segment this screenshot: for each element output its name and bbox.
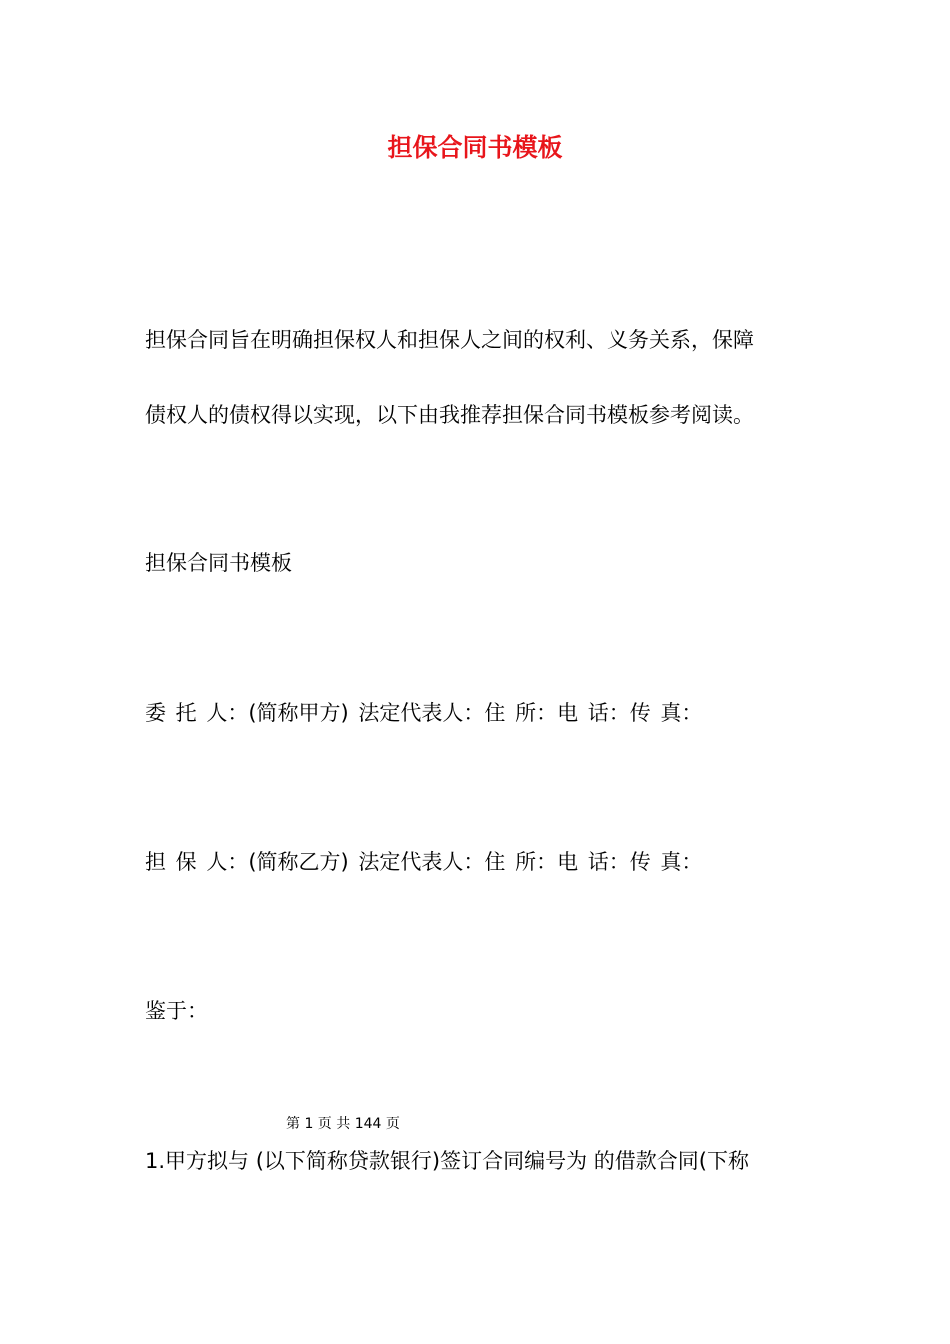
page-indicator: 第 1 页 共 144 页 <box>286 1116 400 1132</box>
clause-1-line: 1.甲方拟与 (以下简称贷款银行)签订合同编号为 的借款合同(下称 <box>145 1149 749 1173</box>
party-a-line: 委 托 人：(简称甲方) 法定代表人：住 所：电 话：传 真： <box>145 701 703 725</box>
whereas-line: 鉴于： <box>145 999 208 1023</box>
intro-line-1: 担保合同旨在明确担保权人和担保人之间的权利、义务关系，保障 <box>145 328 754 352</box>
page-title: 担保合同书模板 <box>387 133 563 162</box>
intro-line-2: 债权人的债权得以实现，以下由我推荐担保合同书模板参考阅读。 <box>145 403 754 427</box>
section-heading: 担保合同书模板 <box>145 551 292 575</box>
party-b-line: 担 保 人：(简称乙方) 法定代表人：住 所：电 话：传 真： <box>145 850 703 874</box>
